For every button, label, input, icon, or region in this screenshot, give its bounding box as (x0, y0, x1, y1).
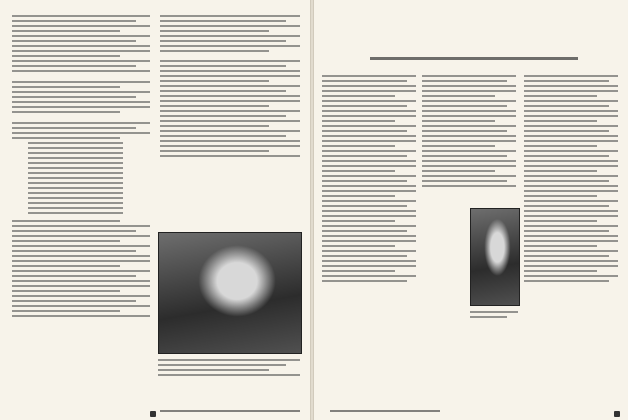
right-col-1 (322, 72, 416, 285)
letters-text (12, 220, 150, 317)
left-col-1-text (12, 15, 150, 139)
right-page-number (614, 411, 620, 417)
left-photo (158, 232, 302, 354)
right-col-2 (422, 72, 516, 190)
left-col-2-top-text (160, 15, 300, 52)
left-page-number (150, 411, 156, 417)
left-footer (160, 408, 300, 416)
right-photo-caption (470, 308, 518, 318)
right-footer (330, 408, 440, 416)
left-col-2 (160, 12, 300, 160)
right-col-3 (524, 72, 618, 285)
four-aces-text (160, 60, 300, 157)
left-photo-caption (158, 356, 300, 366)
left-col-1 (12, 12, 150, 320)
article-byline (330, 55, 618, 63)
left-col-1-list (28, 142, 150, 214)
right-photo (470, 208, 520, 306)
